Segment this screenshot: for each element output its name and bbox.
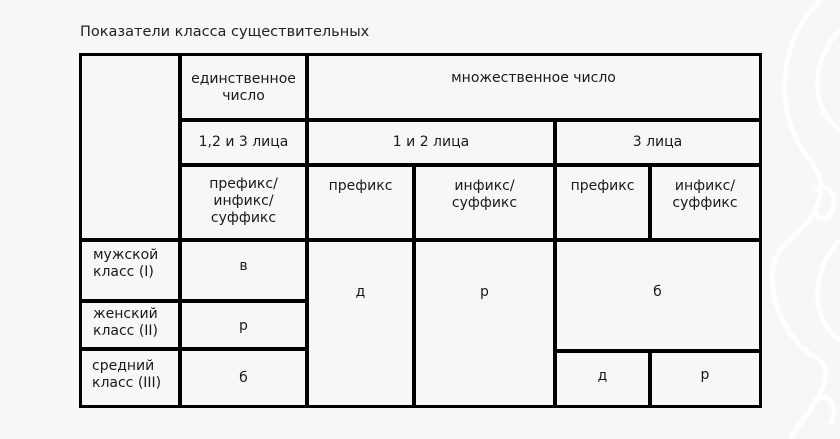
header-persons-plural-3: 3 лица (553, 118, 762, 167)
header-persons-plural-1-2: 1 и 2 лица (305, 118, 557, 167)
header-affix-singular: префикс/ инфикс/ суффикс (178, 163, 309, 242)
header-affix-pl3-infix: инфикс/ суффикс (648, 163, 762, 242)
row-label-neuter: средний класс (III) (79, 347, 182, 408)
header-singular: единственное число (178, 53, 309, 122)
corner-cell (79, 53, 182, 242)
value-pl12-prefix: д (305, 238, 416, 408)
table-caption: Показатели класса существительных (80, 24, 370, 40)
value-singular-neuter: б (178, 347, 309, 408)
value-pl3-neuter-infix: р (648, 349, 762, 408)
header-affix-pl12-prefix: префикс (305, 163, 416, 242)
header-persons-singular: 1,2 и 3 лица (178, 118, 309, 167)
value-singular-feminine: р (178, 299, 309, 351)
row-label-masculine: мужской класс (I) (79, 238, 182, 303)
value-pl3-neuter-prefix: д (553, 349, 652, 408)
header-affix-pl12-infix: инфикс/ суффикс (412, 163, 557, 242)
value-pl3-class-I-II: б (553, 238, 762, 353)
value-pl12-infix: р (412, 238, 557, 408)
row-label-feminine: женский класс (II) (79, 299, 182, 351)
value-singular-masculine: в (178, 238, 309, 303)
header-affix-pl3-prefix: префикс (553, 163, 652, 242)
header-plural: множественное число (305, 53, 762, 122)
